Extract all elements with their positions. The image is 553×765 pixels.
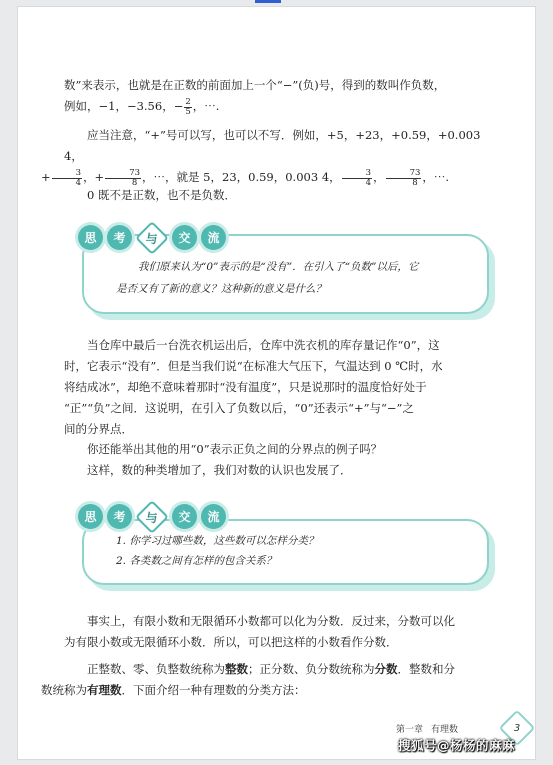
page-footer bbox=[396, 722, 458, 735]
think-and-discuss-title-1 bbox=[78, 225, 226, 250]
text-line: 应当注意，“+”号可以写，也可以不写．例如，+5，+23，+0.59，+0.003 4， bbox=[64, 128, 481, 163]
title-char: 考 bbox=[107, 225, 132, 250]
textbook-page bbox=[18, 7, 535, 759]
fraction-seventy-three-eighths: $\frac{73}{8}$ bbox=[386, 169, 422, 188]
title-char: 与 bbox=[135, 500, 169, 534]
title-char: 与 bbox=[135, 221, 169, 255]
top-indicator bbox=[255, 0, 281, 3]
fraction-seventy-three-eighths: $\frac{73}{8}$ bbox=[105, 169, 141, 188]
paragraph-decimals-fractions: 事实上，有限小数和无限循环小数都可以化为分数．反过来，分数可以化 为有限小数或无限循环小数．所以，可以把这样的小数看作分数． bbox=[64, 614, 455, 649]
title-char: 思 bbox=[78, 504, 103, 529]
term-fraction: 分数 bbox=[374, 662, 398, 676]
title-char: 思 bbox=[78, 225, 103, 250]
term-integer: 整数 bbox=[225, 662, 248, 676]
paragraph-plus-sign: 应当注意，“+”号可以写，也可以不写．例如，+5，+23，+0.59，+0.003 4， + $\frac{3}{4}$ ，+ $\frac{73}{8}$ ，⋯，就是 5，23，0.59，0.003 4， $\frac{3}{4}$ ， $\frac{73}{8}$ ，⋯. bbox=[41, 128, 481, 188]
title-char: 考 bbox=[107, 504, 132, 529]
paragraph-other-examples: 你还能举出其他的用“0”表示正负之间的分界点的例子吗？ bbox=[87, 442, 383, 456]
box-2-question-list bbox=[116, 531, 318, 571]
chapter-title: 有理数 bbox=[431, 725, 459, 735]
box-1-question: 我们原来认为“0”表示的是“没有”．在引入了“负数”以后，它 是否又有了新的意义？这种新的意义是什么？ bbox=[116, 261, 419, 295]
think-and-discuss-title-2 bbox=[78, 504, 226, 529]
fraction-three-quarters: $\frac{3}{4}$ bbox=[342, 169, 372, 188]
title-char: 交 bbox=[172, 504, 197, 529]
term-rational-number: 有理数 bbox=[87, 683, 122, 697]
fraction-three-quarters: $\frac{3}{4}$ bbox=[52, 169, 82, 188]
title-char: 流 bbox=[201, 225, 226, 250]
chapter-label: 第一章 bbox=[396, 725, 424, 735]
fraction-two-fifths: $\frac{2}{5}$ bbox=[185, 96, 191, 117]
paragraph-rational-numbers: 正整数、零、负整数统称为整数；正分数、负分数统称为分数．整数和分 数统称为有理数．下面介绍一种有理数的分类方法： bbox=[41, 662, 455, 697]
text-line: ，⋯. bbox=[192, 99, 220, 113]
watermark: 搜狐号@杨杨的麻麻 bbox=[398, 738, 516, 753]
paragraph-negative-numbers bbox=[64, 75, 484, 117]
paragraph-zero: 0 既不是正数，也不是负数． bbox=[87, 188, 236, 202]
text-line: 例如，−1，−3.56，− bbox=[64, 99, 184, 113]
list-item: 2. 各类数之间有怎样的包含关系？ bbox=[116, 555, 277, 567]
text-line: 数”来表示，也就是在正数的前面加上一个“−”(负)号，得到的数叫作负数， bbox=[64, 78, 446, 92]
title-char: 流 bbox=[201, 504, 226, 529]
paragraph-number-types: 这样，数的种类增加了，我们对数的认识也发展了． bbox=[87, 463, 352, 477]
paragraph-warehouse-zero: 当仓库中最后一台洗衣机运出后，仓库中洗衣机的库存量记作“0”，这 时，它表示“没有”．但是当我们说“在标准大气压下，气温达到 0 ℃时，水 将结成冰”，却绝不意味着那时“没有温度”，只是说那时的温度恰好处于 “正”“负”之间．这说明，在引入了负数以后，“0”还表示“+”与“−”之 间的分界点． bbox=[64, 338, 443, 436]
list-item: 1. 你学习过哪些数，这些数可以怎样分类？ bbox=[116, 535, 319, 547]
page-number: 3 bbox=[513, 722, 521, 734]
title-char: 交 bbox=[172, 225, 197, 250]
